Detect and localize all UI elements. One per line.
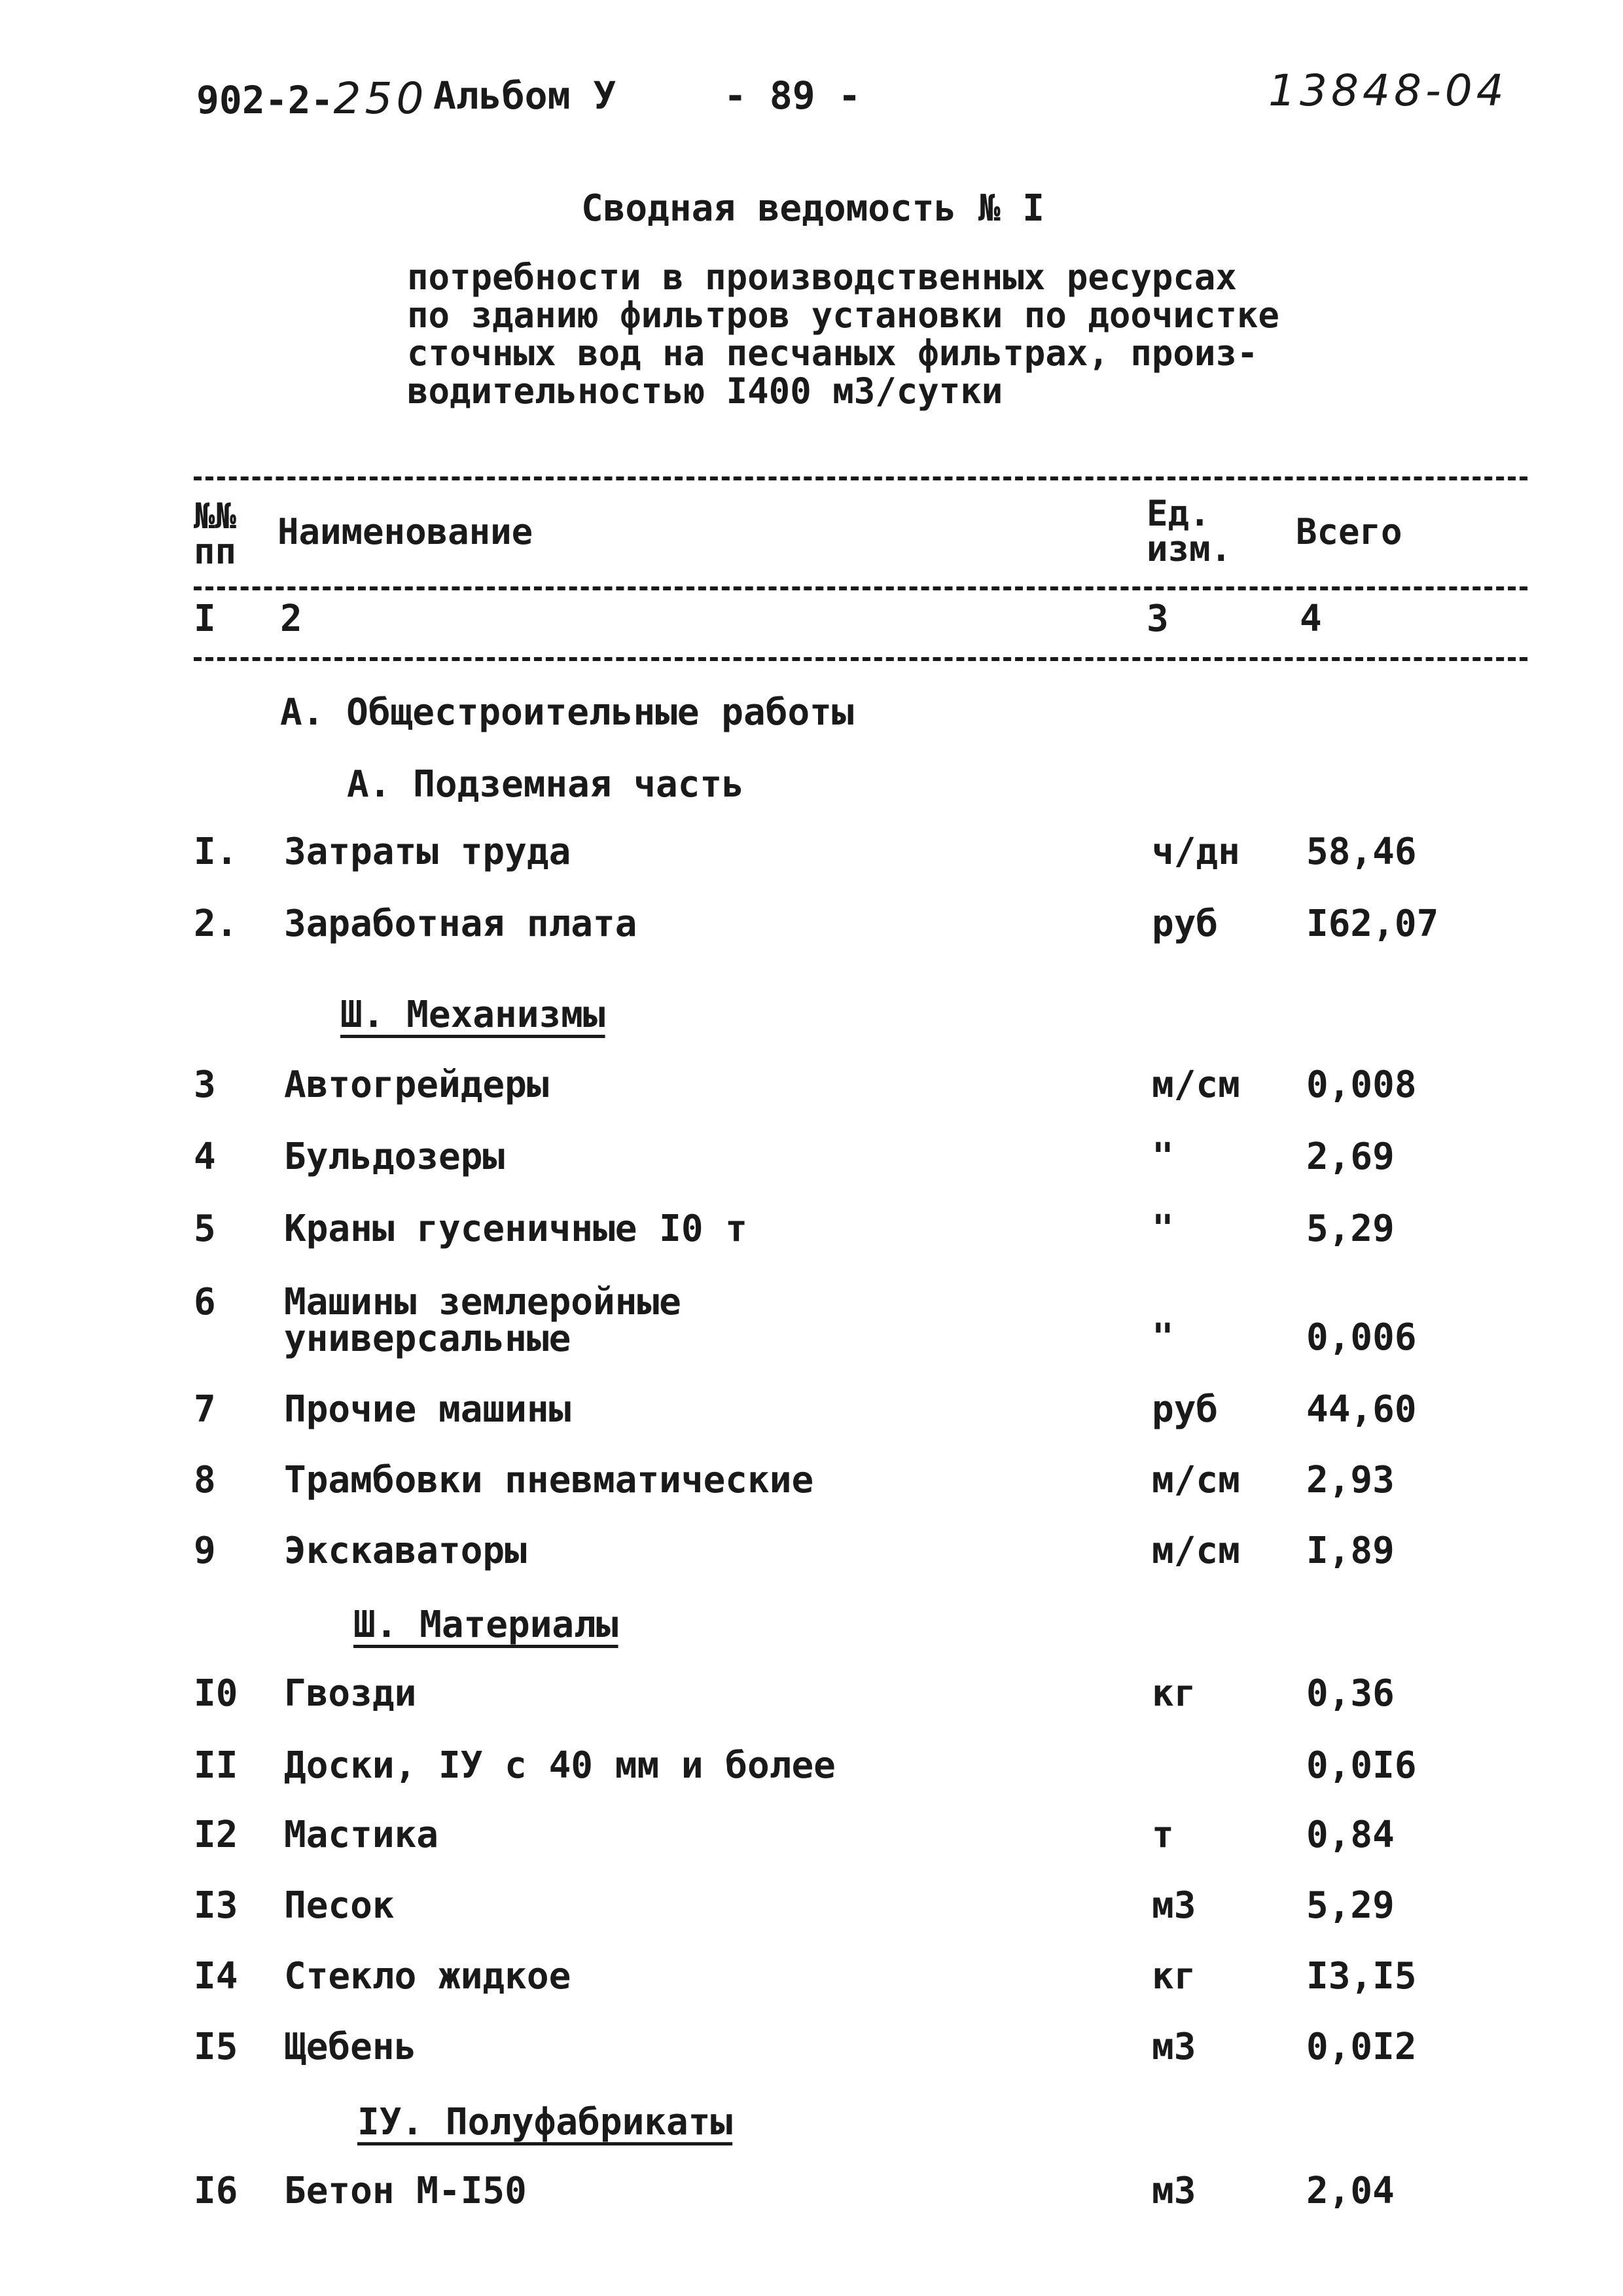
header-num-line2: пп <box>194 531 237 572</box>
subtitle-line: водительностью I400 м3/сутки <box>407 370 1003 412</box>
row-name: Прочие машины <box>284 1388 571 1431</box>
row-number: I5 <box>194 2026 238 2068</box>
project-code-prefix: 902-2- <box>196 78 334 122</box>
row-unit: " <box>1152 1136 1174 1178</box>
row-number: 9 <box>194 1530 216 1572</box>
project-code <box>196 73 428 124</box>
header-num-cell <box>194 495 237 572</box>
row-total: 44,60 <box>1306 1388 1417 1431</box>
row-unit: м3 <box>1152 2026 1196 2068</box>
row-number: I6 <box>194 2170 238 2212</box>
row-total: 2,69 <box>1306 1136 1395 1178</box>
row-total: I,89 <box>1306 1530 1395 1572</box>
row-name-line1: Машины землеройные <box>284 1281 681 1323</box>
row-name: Песок <box>284 1884 395 1927</box>
row-name: Трамбовки пневматические <box>284 1459 814 1501</box>
row-number: I2 <box>194 1814 238 1856</box>
row-unit: руб <box>1152 903 1219 945</box>
row-unit: м/см <box>1152 1530 1240 1572</box>
row-total: 58,46 <box>1306 831 1417 873</box>
group-semi-finished: IУ. Полуфабрикаты <box>357 2101 733 2144</box>
row-unit: м3 <box>1152 1884 1196 1927</box>
row-name: Автогрейдеры <box>284 1064 549 1106</box>
row-name: Стекло жидкое <box>284 1955 571 1998</box>
row-name-line2: универсальные <box>284 1318 571 1360</box>
row-number: 7 <box>194 1388 216 1431</box>
row-unit: " <box>1152 1208 1174 1250</box>
row-total: I3,I5 <box>1306 1955 1417 1998</box>
row-name: Бульдозеры <box>284 1136 505 1178</box>
row-unit: " <box>1152 1316 1174 1359</box>
header-bottom-rule <box>194 657 1527 661</box>
column-number-1: I <box>194 598 216 640</box>
album-label: Альбом У <box>433 73 616 118</box>
row-total: 0,84 <box>1306 1814 1395 1856</box>
row-total: 0,008 <box>1306 1064 1417 1106</box>
row-number: I4 <box>194 1955 238 1998</box>
row-name: Экскаваторы <box>284 1530 527 1572</box>
row-name: Щебень <box>284 2026 417 2068</box>
row-number: 2. <box>194 903 238 945</box>
header-unit-cell <box>1147 493 1232 569</box>
group-materials: Ш. Материалы <box>353 1604 618 1646</box>
row-total: 5,29 <box>1306 1884 1395 1927</box>
row-name: Затраты труда <box>284 831 571 873</box>
row-name: Доски, IУ с 40 мм и более <box>284 1744 836 1787</box>
section-general-works: А. Общестроительные работы <box>280 691 854 734</box>
row-unit: кг <box>1152 1672 1196 1715</box>
row-unit: руб <box>1152 1388 1219 1431</box>
document-title: Сводная ведомость № I <box>581 187 1045 230</box>
header-mid-rule <box>194 586 1527 590</box>
document-subtitle <box>407 259 1279 410</box>
row-number: 6 <box>194 1281 216 1323</box>
row-total: 2,93 <box>1306 1459 1395 1501</box>
row-name: Мастика <box>284 1814 439 1856</box>
row-number: I. <box>194 831 238 873</box>
row-number: 4 <box>194 1136 216 1178</box>
row-name <box>284 1281 681 1360</box>
row-number: 3 <box>194 1064 216 1106</box>
row-unit: кг <box>1152 1955 1196 1998</box>
row-name: Бетон М-I50 <box>284 2170 527 2212</box>
row-total: 0,0I2 <box>1306 2026 1417 2068</box>
header-total: Всего <box>1296 511 1402 552</box>
row-name: Гвозди <box>284 1672 417 1715</box>
section-underground-part: А. Подземная часть <box>347 763 744 806</box>
row-total: 0,006 <box>1306 1316 1417 1359</box>
row-unit: м/см <box>1152 1064 1240 1106</box>
group-mechanisms: Ш. Механизмы <box>340 994 605 1036</box>
row-name: Краны гусеничные I0 т <box>284 1208 748 1250</box>
column-number-3: 3 <box>1147 598 1169 640</box>
header-unit-line1: Ед. <box>1147 493 1211 534</box>
project-code-handwritten: 250 <box>333 73 428 124</box>
row-unit: т <box>1152 1814 1174 1856</box>
row-unit: м/см <box>1152 1459 1240 1501</box>
header-unit-line2: изм. <box>1147 528 1232 569</box>
header-name: Наименование <box>277 511 533 552</box>
document-number: 13848-04 <box>1268 65 1508 116</box>
subtitle-line: сточных вод на песчаных фильтрах, произ- <box>407 332 1258 374</box>
row-name: Заработная плата <box>284 903 637 945</box>
row-total: I62,07 <box>1306 903 1439 945</box>
column-number-4: 4 <box>1300 598 1322 640</box>
row-number: I0 <box>194 1672 238 1715</box>
row-number: II <box>194 1744 238 1787</box>
row-number: 8 <box>194 1459 216 1501</box>
row-unit: ч/дн <box>1152 831 1240 873</box>
row-total: 0,0I6 <box>1306 1744 1417 1787</box>
row-total: 0,36 <box>1306 1672 1395 1715</box>
row-total: 5,29 <box>1306 1208 1395 1250</box>
subtitle-line: по зданию фильтров установки по доочистке <box>407 295 1279 336</box>
subtitle-line: потребности в производственных ресурсах <box>407 257 1237 298</box>
column-number-2: 2 <box>280 598 302 640</box>
table-top-rule <box>194 476 1527 480</box>
row-number: I3 <box>194 1884 238 1927</box>
row-total: 2,04 <box>1306 2170 1395 2212</box>
row-unit: м3 <box>1152 2170 1196 2212</box>
page-number: - 89 - <box>724 73 861 118</box>
header-num-line1: №№ <box>194 495 237 537</box>
row-number: 5 <box>194 1208 216 1250</box>
